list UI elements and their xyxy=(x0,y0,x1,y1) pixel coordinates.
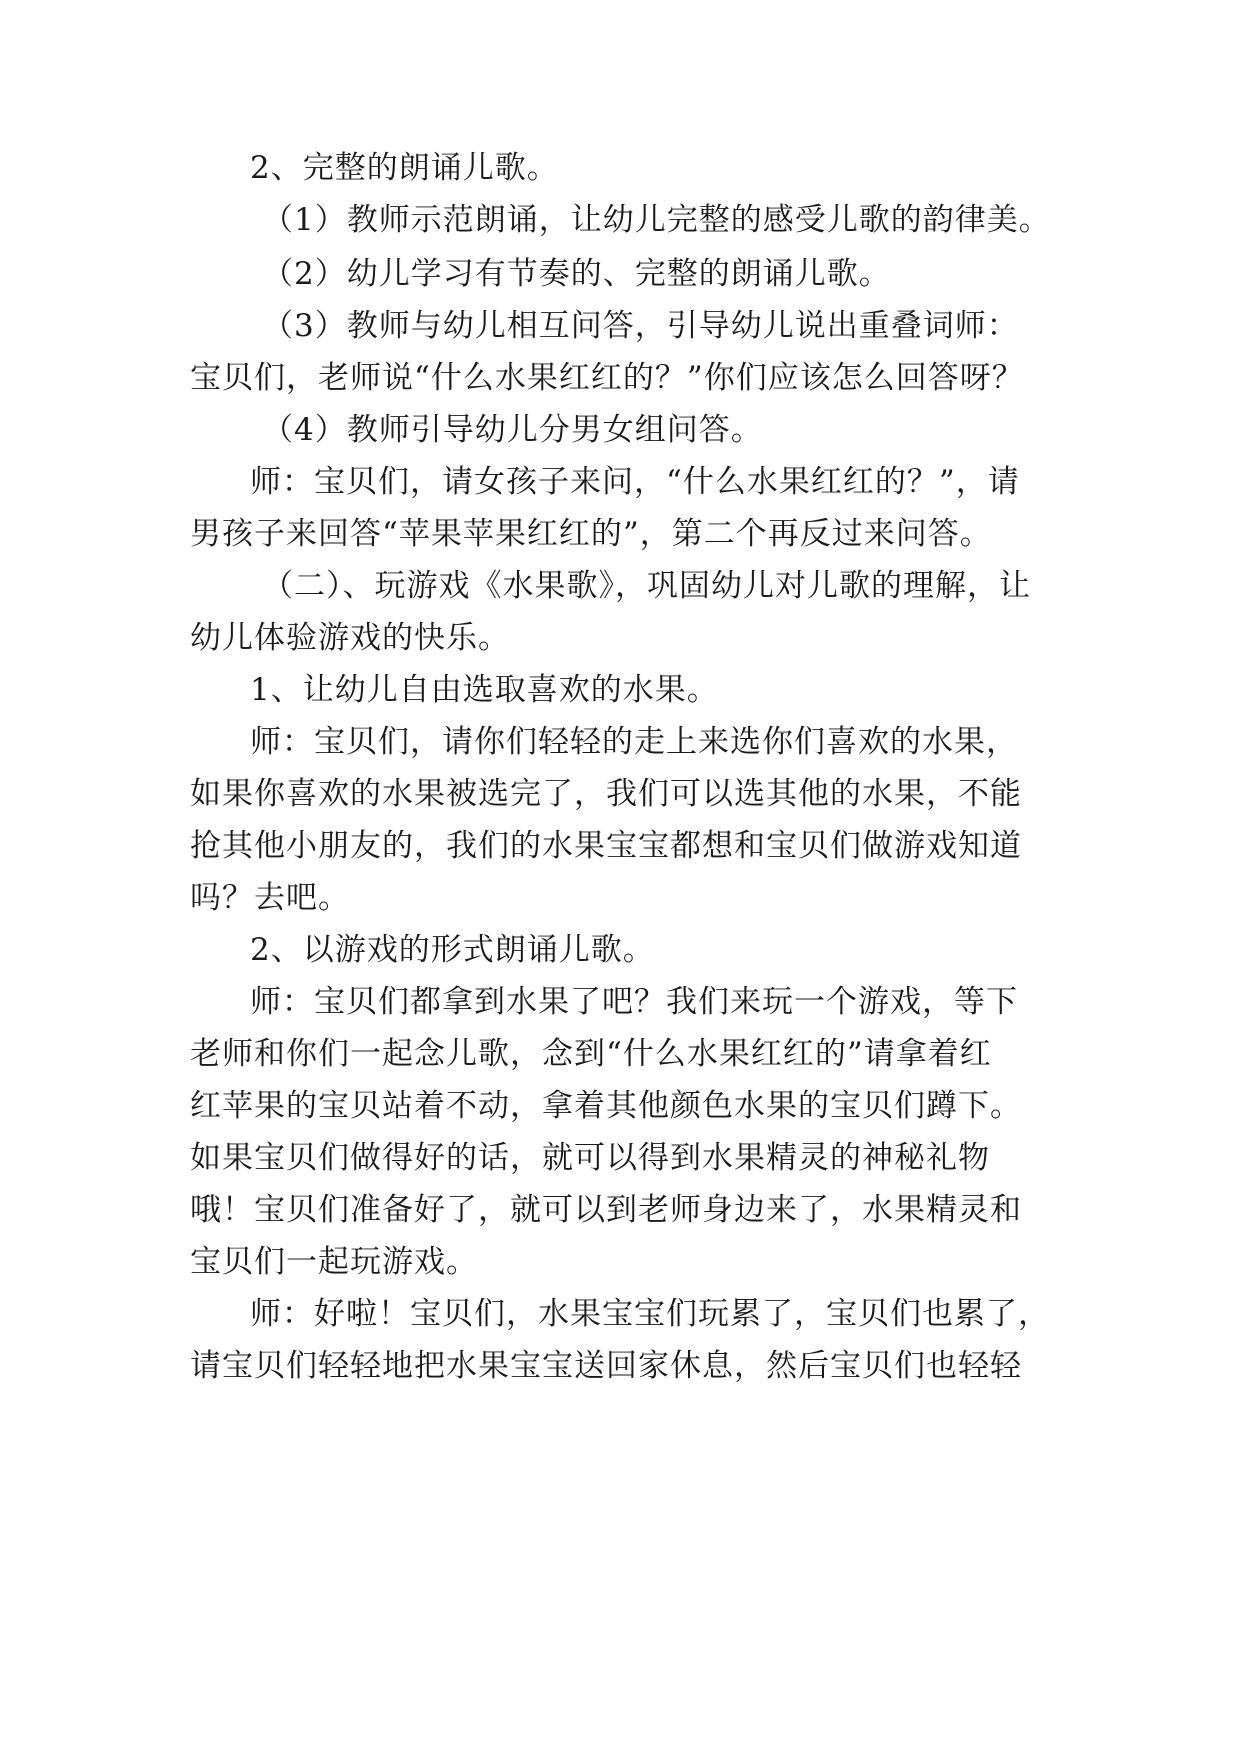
text-line: 师：宝贝们，请你们轻轻的走上来选你们喜欢的水果， xyxy=(250,724,1018,760)
text-line: 2、以游戏的形式朗诵儿歌。 xyxy=(250,932,655,968)
text-line: 幼儿体验游戏的快乐。 xyxy=(190,620,510,656)
text-line: （4）教师引导幼儿分男女组问答。 xyxy=(262,412,763,448)
text-line: （1）教师示范朗诵，让幼儿完整的感受儿歌的韵律美。 xyxy=(262,202,1051,238)
text-line: 1、让幼儿自由选取喜欢的水果。 xyxy=(250,672,719,708)
text-line: 红苹果的宝贝站着不动，拿着其他颜色水果的宝贝们蹲下。 xyxy=(190,1088,1022,1124)
text-line: （二）、玩游戏《水果歌》，巩固幼儿对儿歌的理解，让 xyxy=(262,568,1031,604)
text-line: 宝贝们一起玩游戏。 xyxy=(190,1244,478,1280)
text-line: 师：好啦！宝贝们，水果宝宝们玩累了，宝贝们也累了， xyxy=(250,1296,1050,1332)
text-line: 抢其他小朋友的，我们的水果宝宝都想和宝贝们做游戏知道 xyxy=(190,828,1022,864)
text-line: 男孩子来回答“苹果苹果红红的”，第二个再反过来问答。 xyxy=(190,516,992,552)
text-line: 哦！宝贝们准备好了，就可以到老师身边来了，水果精灵和 xyxy=(190,1192,1022,1228)
text-line: 老师和你们一起念儿歌，念到“什么水果红红的”请拿着红 xyxy=(190,1036,992,1072)
text-line: 请宝贝们轻轻地把水果宝宝送回家休息，然后宝贝们也轻轻 xyxy=(190,1348,1022,1384)
text-line: （3）教师与幼儿相互问答，引导幼儿说出重叠词师： xyxy=(262,308,1019,344)
text-line: 如果宝贝们做得好的话，就可以得到水果精灵的神秘礼物 xyxy=(190,1140,990,1176)
text-line: 如果你喜欢的水果被选完了，我们可以选其他的水果，不能 xyxy=(190,776,1022,812)
text-line: 宝贝们，老师说“什么水果红红的？”你们应该怎么回答呀？ xyxy=(190,360,1024,396)
text-line: 吗？去吧。 xyxy=(190,880,350,916)
text-line: 2、完整的朗诵儿歌。 xyxy=(250,150,559,186)
text-line: （2）幼儿学习有节奏的、完整的朗诵儿歌。 xyxy=(262,256,891,292)
text-line: 师：宝贝们，请女孩子来问，“什么水果红红的？”，请 xyxy=(250,464,1020,500)
text-line: 师：宝贝们都拿到水果了吧？我们来玩一个游戏，等下 xyxy=(250,984,1018,1020)
